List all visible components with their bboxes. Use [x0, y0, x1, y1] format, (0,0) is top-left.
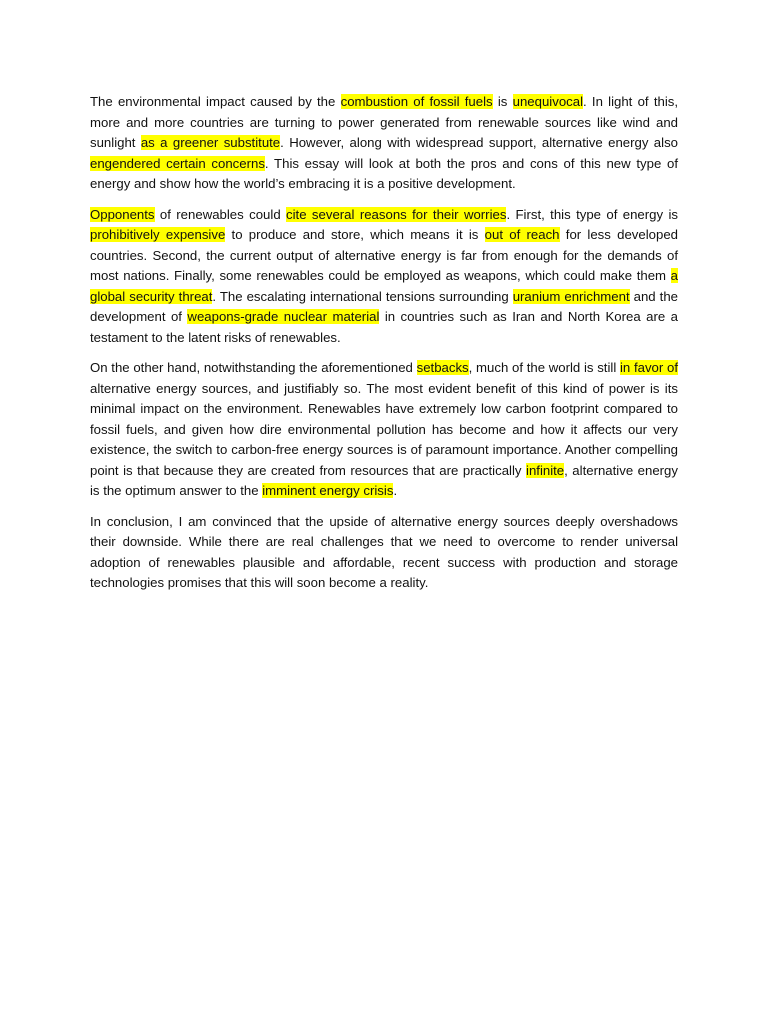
body-text: of renewables could: [154, 206, 287, 222]
highlighted-phrase: as a greener substitute: [140, 135, 281, 150]
body-text: and the development of: [90, 288, 678, 324]
document-page: [90, 92, 678, 604]
highlighted-phrase: combustion of fossil fuels: [340, 94, 493, 109]
body-text: . This essay will look at both the pros and cons of this new type of energy and show how the world’s embracing it is a positive development.: [90, 155, 678, 191]
body-text: . First, this type of energy is: [506, 206, 678, 222]
essay-paragraph-benefits: [90, 358, 678, 502]
body-text: for less developed countries. Second, the current output of alternative energy is far from enough for the demands of most nations. Finally, some renewables could be employed as weapons, which could make them: [90, 227, 678, 283]
highlighted-phrase: engendered certain concerns: [90, 155, 265, 171]
essay-paragraph-intro: [90, 92, 678, 195]
highlighted-phrase: imminent energy crisis: [262, 483, 394, 498]
highlighted-phrase: uranium enrichment: [512, 288, 630, 304]
body-text: On the other hand, notwithstanding the aforementioned: [90, 360, 417, 375]
body-text: In conclusion, I am convinced that the upside of alternative energy sources deeply overshadows their downside. While there are real challenges that we need to overcome to render universal adoption of renewables plausible and affordable, recent success with production and storage technologies promises that this will soon become a reality.: [90, 513, 678, 590]
body-text: , much of the world is still: [468, 360, 620, 375]
essay-paragraph-conclusion: [90, 512, 678, 594]
highlighted-phrase: cite several reasons for their worries: [286, 206, 507, 222]
body-text: , alternative energy is the optimum answer to the: [90, 462, 678, 498]
highlighted-phrase: unequivocal: [512, 94, 584, 109]
highlighted-phrase: prohibitively expensive: [90, 227, 226, 242]
highlighted-phrase: weapons-grade nuclear material: [187, 309, 380, 324]
highlighted-phrase: out of reach: [484, 227, 560, 242]
highlighted-phrase: infinite: [526, 462, 565, 478]
body-text: The environmental impact caused by the: [90, 94, 341, 109]
highlighted-phrase: in favor of: [619, 360, 678, 375]
highlighted-phrase: setbacks: [416, 360, 469, 375]
body-text: . In light of this, more and more countries are turning to power generated from renewable sources like wind and sunlight: [90, 94, 679, 150]
body-text: is: [492, 94, 513, 109]
body-text: .: [393, 483, 398, 498]
highlighted-phrase: Opponents: [90, 206, 155, 222]
essay-paragraph-opponents: [90, 205, 678, 349]
highlighted-phrase: a global security threat: [90, 268, 678, 304]
body-text: . The escalating international tensions surrounding: [212, 288, 513, 304]
body-text: . However, along with widespread support, alternative energy also: [280, 135, 679, 150]
body-text: in countries such as Iran and North Korea are a testament to the latent risks of renewables.: [90, 309, 678, 345]
body-text: alternative energy sources, and justifiably so. The most evident benefit of this kind of power is its minimal impact on the environment. Renewables have extremely low carbon footprint compared to fossil fuels, and given how dire environmental pollution has become and how it affects our very existence, the switch to carbon-free energy sources is of paramount importance. Another compelling point is that because they are created from resources that are practically: [90, 380, 678, 478]
body-text: to produce and store, which means it is: [225, 227, 485, 242]
